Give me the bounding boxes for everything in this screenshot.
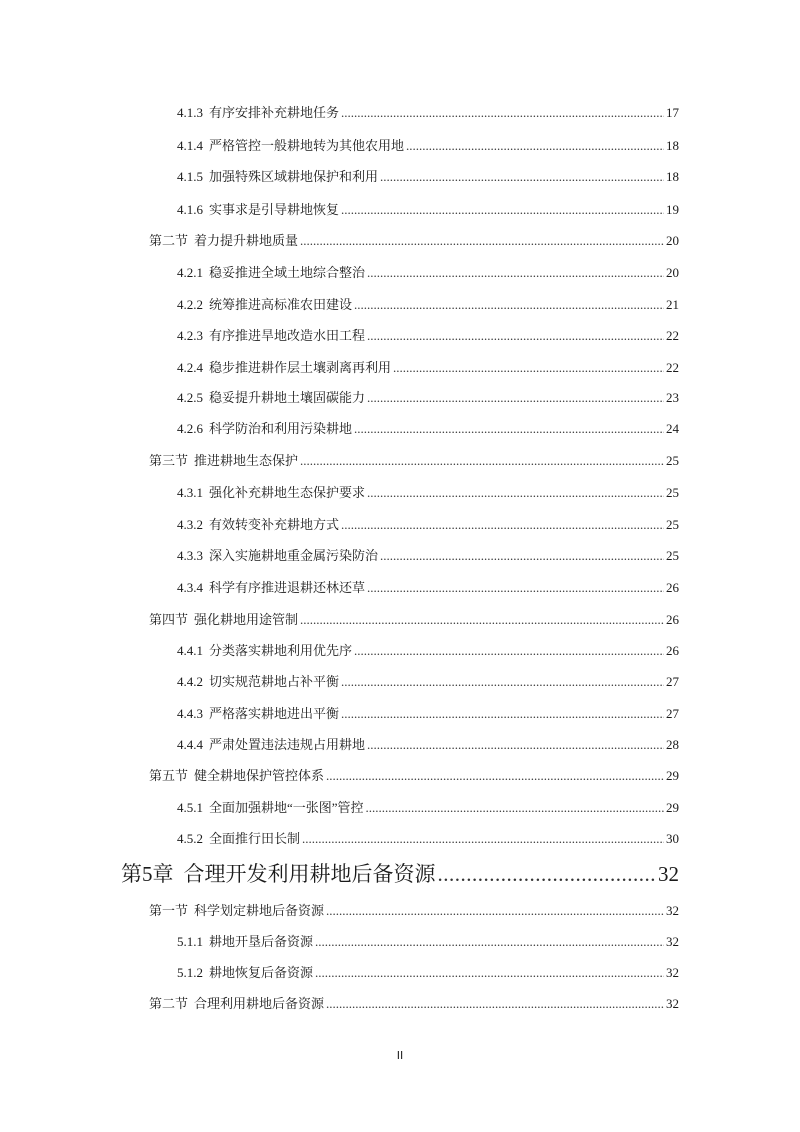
- entry-label: [177, 418, 352, 437]
- entry-number: 4.1.3: [177, 105, 203, 120]
- dot-leader: [367, 737, 664, 753]
- toc-chapter-entry[interactable]: [121, 858, 679, 888]
- entry-number: 5.1.2: [177, 965, 203, 980]
- dot-leader: [367, 580, 664, 596]
- entry-label: [149, 900, 324, 919]
- toc-subsection-entry[interactable]: [177, 357, 679, 376]
- toc-section-entry[interactable]: [149, 609, 679, 628]
- entry-number: 4.5.1: [177, 800, 203, 815]
- dot-leader: [326, 903, 664, 919]
- dot-leader: [300, 612, 664, 628]
- entry-number: 4.1.6: [177, 202, 203, 217]
- entry-number: 第四节: [149, 612, 189, 627]
- dot-leader: [354, 643, 664, 659]
- dot-leader: [406, 138, 664, 154]
- toc-subsection-entry[interactable]: [177, 671, 679, 690]
- entry-label: [177, 962, 313, 981]
- entry-label: [177, 797, 364, 816]
- entry-label: [121, 858, 436, 888]
- entry-title: 严肃处置违法违规占用耕地: [209, 737, 366, 752]
- entry-page-number: 26: [666, 580, 679, 595]
- entry-label: [177, 325, 365, 344]
- entry-title: 有效转变补充耕地方式: [209, 517, 340, 532]
- entry-page-number: 29: [666, 800, 679, 815]
- entry-number: 4.4.4: [177, 737, 203, 752]
- entry-label: [177, 734, 365, 753]
- dot-leader: [300, 453, 664, 469]
- entry-label: [177, 294, 352, 313]
- entry-number: 第一节: [149, 903, 189, 918]
- entry-label: [177, 514, 339, 533]
- dot-leader: [367, 328, 664, 344]
- toc-subsection-entry[interactable]: [177, 102, 679, 121]
- dot-leader: [367, 390, 664, 406]
- entry-number: 第三节: [149, 453, 189, 468]
- entry-label: [177, 387, 365, 406]
- entry-label: [177, 199, 339, 218]
- entry-number: 第五节: [149, 768, 189, 783]
- toc-subsection-entry[interactable]: [177, 418, 679, 437]
- entry-number: 4.1.5: [177, 169, 203, 184]
- entry-title: 统筹推进高标准农田建设: [209, 297, 353, 312]
- toc-subsection-entry[interactable]: [177, 545, 679, 564]
- entry-page-number: 28: [666, 737, 679, 752]
- entry-number: 4.1.4: [177, 138, 203, 153]
- entry-title: 全面推行田长制: [209, 831, 301, 846]
- entry-page-number: 22: [666, 360, 679, 375]
- entry-page-number: 32: [666, 934, 679, 949]
- entry-number: 4.2.5: [177, 390, 203, 405]
- entry-page-number: 27: [666, 674, 679, 689]
- dot-leader: [393, 360, 664, 376]
- entry-page-number: 18: [666, 138, 679, 153]
- entry-page-number: 27: [666, 706, 679, 721]
- dot-leader: [300, 233, 664, 249]
- entry-label: [177, 828, 300, 847]
- entry-title: 科学有序推进退耕还林还草: [209, 580, 366, 595]
- entry-title: 深入实施耕地重金属污染防治: [209, 548, 379, 563]
- entry-number: 4.3.4: [177, 580, 203, 595]
- entry-label: [177, 102, 339, 121]
- toc-subsection-entry[interactable]: [177, 962, 679, 981]
- entry-title: 加强特殊区域耕地保护和利用: [209, 169, 379, 184]
- entry-label: [177, 640, 352, 659]
- entry-label: [177, 545, 378, 564]
- toc-subsection-entry[interactable]: [177, 294, 679, 313]
- entry-title: 推进耕地生态保护: [194, 453, 299, 468]
- entry-page-number: 24: [666, 421, 679, 436]
- entry-title: 严格落实耕地进出平衡: [209, 706, 340, 721]
- entry-title: 全面加强耕地“一张图”管控: [209, 800, 364, 815]
- entry-page-number: 32: [666, 965, 679, 980]
- entry-label: [149, 230, 298, 249]
- entry-number: 4.2.2: [177, 297, 203, 312]
- dot-leader: [354, 297, 664, 313]
- entry-title: 着力提升耕地质量: [194, 233, 299, 248]
- entry-number: 5.1.1: [177, 934, 203, 949]
- entry-number: 第5章: [121, 862, 174, 886]
- entry-page-number: 20: [666, 233, 679, 248]
- dot-leader: [326, 768, 664, 784]
- entry-number: 4.5.2: [177, 831, 203, 846]
- toc-subsection-entry[interactable]: [177, 828, 679, 847]
- entry-title: 切实规范耕地占补平衡: [209, 674, 340, 689]
- entry-label: [149, 450, 298, 469]
- entry-number: 第二节: [149, 233, 189, 248]
- toc-section-entry[interactable]: [149, 450, 679, 469]
- entry-page-number: 30: [666, 831, 679, 846]
- entry-page-number: 20: [666, 265, 679, 280]
- entry-page-number: 25: [666, 453, 679, 468]
- entry-title: 稳妥提升耕地土壤固碳能力: [209, 390, 366, 405]
- entry-title: 健全耕地保护管控体系: [194, 768, 325, 783]
- toc-section-entry[interactable]: [149, 900, 679, 919]
- entry-page-number: 21: [666, 297, 679, 312]
- entry-page-number: 25: [666, 485, 679, 500]
- dot-leader: [315, 934, 664, 950]
- toc-subsection-entry[interactable]: [177, 734, 679, 753]
- entry-label: [177, 357, 391, 376]
- entry-page-number: 32: [666, 996, 679, 1011]
- entry-label: [177, 703, 339, 722]
- entry-label: [177, 166, 378, 185]
- entry-page-number: 26: [666, 643, 679, 658]
- entry-page-number: 17: [666, 105, 679, 120]
- entry-page-number: 25: [666, 548, 679, 563]
- entry-page-number: 23: [666, 390, 679, 405]
- dot-leader: [367, 265, 664, 281]
- entry-label: [177, 482, 365, 501]
- entry-number: 4.3.3: [177, 548, 203, 563]
- dot-leader: [315, 965, 664, 981]
- dot-leader: [354, 421, 664, 437]
- entry-page-number: 32: [658, 862, 679, 886]
- entry-page-number: 19: [666, 202, 679, 217]
- entry-number: 4.2.4: [177, 360, 203, 375]
- dot-leader: [341, 202, 664, 218]
- entry-number: 4.3.1: [177, 485, 203, 500]
- entry-label: [177, 671, 339, 690]
- toc-subsection-entry[interactable]: [177, 135, 679, 154]
- entry-page-number: 32: [666, 903, 679, 918]
- entry-title: 强化耕地用途管制: [194, 612, 299, 627]
- entry-title: 稳步推进耕作层土壤剥离再利用: [209, 360, 392, 375]
- toc-subsection-entry[interactable]: [177, 703, 679, 722]
- toc-section-entry[interactable]: [149, 230, 679, 249]
- entry-page-number: 25: [666, 517, 679, 532]
- dot-leader: [341, 706, 664, 722]
- toc-subsection-entry[interactable]: [177, 514, 679, 533]
- page-number: II: [396, 1049, 404, 1062]
- entry-number: 第二节: [149, 996, 189, 1011]
- dot-leader: [367, 485, 664, 501]
- entry-title: 耕地开垦后备资源: [209, 934, 314, 949]
- entry-number: 4.4.1: [177, 643, 203, 658]
- entry-title: 严格管控一般耕地转为其他农用地: [209, 138, 405, 153]
- entry-title: 有序推进旱地改造水田工程: [209, 328, 366, 343]
- entry-title: 科学划定耕地后备资源: [194, 903, 325, 918]
- toc-subsection-entry[interactable]: [177, 387, 679, 406]
- entry-title: 有序安排补充耕地任务: [209, 105, 340, 120]
- entry-title: 强化补充耕地生态保护要求: [209, 485, 366, 500]
- dot-leader: [380, 548, 664, 564]
- entry-label: [149, 765, 324, 784]
- dot-leader: [341, 517, 664, 533]
- entry-label: [149, 609, 298, 628]
- entry-page-number: 22: [666, 328, 679, 343]
- entry-title: 合理利用耕地后备资源: [194, 996, 325, 1011]
- toc-subsection-entry[interactable]: [177, 577, 679, 596]
- entry-label: [177, 577, 365, 596]
- dot-leader: [341, 674, 664, 690]
- entry-label: [177, 931, 313, 950]
- toc-subsection-entry[interactable]: [177, 640, 679, 659]
- entry-number: 4.4.2: [177, 674, 203, 689]
- entry-page-number: 18: [666, 169, 679, 184]
- entry-title: 科学防治和利用污染耕地: [209, 421, 353, 436]
- toc-subsection-entry[interactable]: [177, 199, 679, 218]
- entry-label: [177, 262, 365, 281]
- entry-number: 4.4.3: [177, 706, 203, 721]
- entry-title: 稳妥推进全域土地综合整治: [209, 265, 366, 280]
- toc-section-entry[interactable]: [149, 765, 679, 784]
- dot-leader: [302, 831, 664, 847]
- toc-subsection-entry[interactable]: [177, 931, 679, 950]
- toc-subsection-entry[interactable]: [177, 166, 679, 185]
- entry-title: 合理开发利用耕地后备资源: [183, 862, 436, 886]
- entry-title: 实事求是引导耕地恢复: [209, 202, 340, 217]
- entry-label: [149, 993, 324, 1012]
- dot-leader: [438, 862, 657, 887]
- dot-leader: [380, 169, 664, 185]
- dot-leader: [366, 800, 664, 816]
- dot-leader: [326, 996, 664, 1012]
- entry-number: 4.2.1: [177, 265, 203, 280]
- entry-page-number: 26: [666, 612, 679, 627]
- entry-title: 分类落实耕地利用优先序: [209, 643, 353, 658]
- entry-number: 4.3.2: [177, 517, 203, 532]
- toc-section-entry[interactable]: [149, 993, 679, 1012]
- entry-number: 4.2.6: [177, 421, 203, 436]
- entry-number: 4.2.3: [177, 328, 203, 343]
- toc-subsection-entry[interactable]: [177, 325, 679, 344]
- toc-subsection-entry[interactable]: [177, 262, 679, 281]
- entry-title: 耕地恢复后备资源: [209, 965, 314, 980]
- entry-label: [177, 135, 404, 154]
- entry-page-number: 29: [666, 768, 679, 783]
- dot-leader: [341, 105, 664, 121]
- toc-subsection-entry[interactable]: [177, 482, 679, 501]
- toc-subsection-entry[interactable]: [177, 797, 679, 816]
